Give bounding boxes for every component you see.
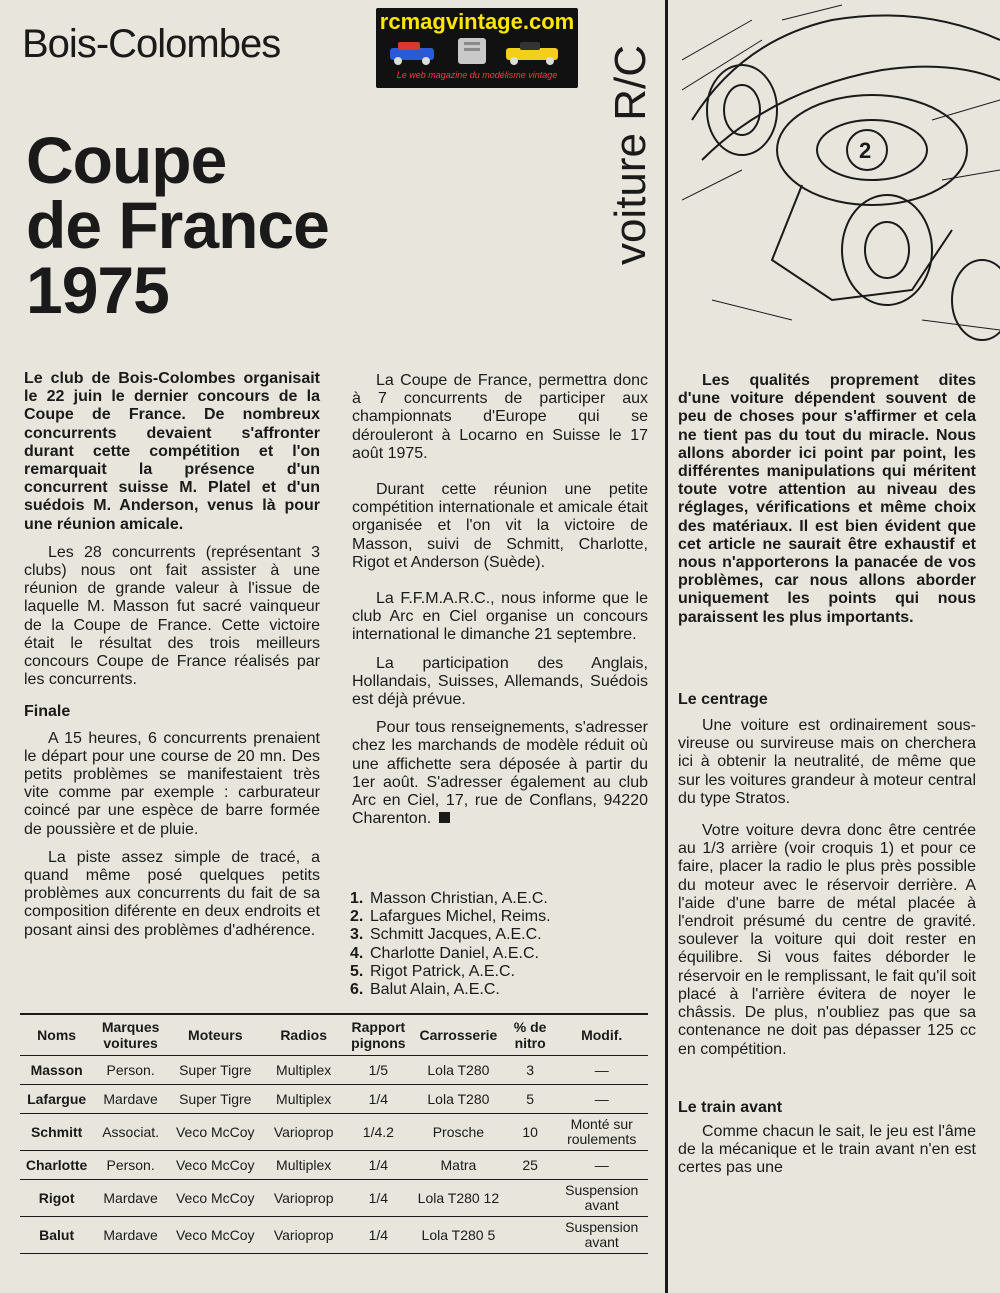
right-paragraph-1: Une voiture est ordinairement sous-vireuse ou survireuse mais on cherchera ici à obtenir la neutralité, de même que sur les voitures grandeur à moteur central du type Stratos.	[678, 717, 976, 807]
right-column	[678, 372, 976, 1188]
column-divider	[665, 0, 668, 1293]
site-logo[interactable]	[376, 8, 578, 88]
middle-column	[352, 372, 648, 838]
right-intro: Les qualités proprement dites d'une voiture dépendent souvent de peu de choses pour s'affirmer et cela ne tient pas du tout du miracle. Nous allons aborder ici point par point, les différentes manipulations qui méritent toute votre attention au niveau des réglages, vérifications et même choix des matériaux. Il est bien évident que cet article ne saurait être exhaustif et nous n'apporterons la panacée de vos problèmes, car nous allons aborder uniquement les points qui nous paraissent les plus importants.	[678, 372, 976, 626]
table-header-row	[20, 1014, 648, 1056]
table-header: Rapport pignons	[351, 1019, 406, 1051]
table-row: Balut Mardave Veco McCoy Varioprop 1/4 Lola T280 5 Suspension avant	[20, 1217, 648, 1254]
left-paragraph-3: La piste assez simple de tracé, a quand même posé quelques petits problèmes aux concurrents du fait de sa composition diférente en deux endroits et posant ainsi des problèmes d'adhérence.	[24, 848, 320, 939]
right-paragraph-2: Votre voiture devra donc être centrée au 1/3 arrière (voir croquis 1) et pour ce faire, placer la radio le plus près possible du moteur avec le réservoir derrière. A l'aide d'une barre de métal placée à l'endroit présumé du centre de gravité. soulever la voiture qui doit rester en équilibre. Si vous faites déborder le réservoir en le remplissant, le fait qu'il soit placé à l'arrière évitera de noyer le châssis. De plus, n'oubliez pas que sa contenance ne doit pas dépasser 125 cc en compétition.	[678, 822, 976, 1058]
middle-paragraph-5	[352, 719, 648, 828]
section-label-text: voiture R/C	[606, 44, 656, 266]
middle-paragraph-2: Durant cette réunion une petite compétition internationale et amicale était organisée et l'on vit la victoire de Masson, suivi de Schmitt, Charlotte, Rigot et Anderson (Suède).	[352, 481, 648, 571]
logo-title: rcmagvintage.com	[379, 9, 575, 34]
table-header: Noms	[37, 1027, 77, 1043]
left-paragraph-2: A 15 heures, 6 concurrents prenaient le départ pour une course de 20 mn. Des petits problèmes se manifestaient très vite comme par exemple : carburateur coincé par une espèce de barre formée de poussière et de pluie.	[24, 729, 320, 838]
result-item: 6. Balut Alain, A.E.C.	[350, 981, 500, 999]
headline-line-2: de France	[26, 188, 329, 262]
logo-cars-icon	[386, 36, 568, 66]
table-row: Charlotte Person. Veco McCoy Multiplex 1/4 Matra 25 —	[20, 1151, 648, 1180]
right-paragraph-3: Comme chacun le sait, le jeu est l'âme de la mécanique et le train avant n'en est certes pas une	[678, 1122, 976, 1177]
headline-line-3: 1975	[26, 253, 169, 327]
finale-heading: Finale	[24, 703, 71, 721]
table-row: Schmitt Associat. Veco McCoy Varioprop 1/4.2 Prosche 10 Monté sur roulements	[20, 1114, 648, 1151]
middle-paragraph-4: La participation des Anglais, Hollandais, Suisses, Allemands, Suédois est déjà prévue.	[352, 654, 648, 709]
kicker-title: Bois-Colombes	[22, 22, 281, 66]
results-table	[20, 1013, 648, 1254]
middle-paragraph-5-text: Pour tous renseignements, s'adresser chez les marchands de modèle réduit où une affichette sera déposée à partir du 1er août. S'adresser également au club Arc en Ciel, 17, rue de Conflans, 94220 Charenton.	[352, 719, 648, 828]
table-header: Marques voitures	[101, 1019, 160, 1051]
race-car-illustration	[682, 0, 1000, 345]
left-intro: Le club de Bois-Colombes organisait le 22 juin le dernier concours de la Coupe de France. De nombreux concurrents devaient s'affronter durant cette compétition et l'on remarquait la présence d'un concurrent suisse M. Platel et d'un suédois M. Anderson, venus là pour une réunion amicale.	[24, 370, 320, 533]
train-avant-heading: Le train avant	[678, 1098, 783, 1116]
result-item: 1. Masson Christian, A.E.C.	[350, 890, 548, 907]
centrage-heading: Le centrage	[678, 690, 768, 708]
result-item: 3. Schmitt Jacques, A.E.C.	[350, 926, 542, 944]
table-header: % de nitro	[513, 1019, 547, 1051]
left-paragraph-1: Les 28 concurrents (représentant 3 clubs) nous ont fait assister à une réunion de grande valeur à l'issue de laquelle M. Masson fut sacré vainqueur de la Coupe de France. Cette victoire était le résultat des trois meilleurs concours Coupe de France réalisés par les concurrents.	[24, 543, 320, 689]
middle-paragraph-3: La F.F.M.A.R.C., nous informe que le club Arc en Ciel organise un concours international le dimanche 21 septembre.	[352, 590, 648, 644]
middle-paragraph-1: La Coupe de France, permettra donc à 7 concurrents de participer aux championnats d'Europe qui se dérouleront à Locarno en Suisse le 17 août 1975.	[352, 372, 648, 462]
table-row: Rigot Mardave Veco McCoy Varioprop 1/4 Lola T280 12 Suspension avant	[20, 1180, 648, 1217]
results-list	[350, 890, 551, 999]
table-row: Lafargue Mardave Super Tigre Multiplex 1/4 Lola T280 5 —	[20, 1085, 648, 1114]
headline-line-1: Coupe	[26, 123, 227, 197]
result-item: 2. Lafargues Michel, Reims.	[350, 908, 551, 926]
table-header: Carrosserie	[419, 1027, 498, 1043]
headline	[26, 123, 329, 327]
table-header: Modif.	[581, 1027, 623, 1043]
table-row: Masson Person. Super Tigre Multiplex 1/5 Lola T280 3 —	[20, 1056, 648, 1085]
logo-tagline: Le web magazine du modélisme vintage	[396, 70, 558, 80]
result-item: 5. Rigot Patrick, A.E.C.	[350, 962, 515, 980]
section-label	[602, 40, 660, 270]
result-item: 4. Charlotte Daniel, A.E.C.	[350, 944, 539, 962]
left-column	[24, 370, 320, 950]
table-header: Radios	[280, 1027, 327, 1043]
end-mark-icon	[439, 812, 450, 823]
table-header: Moteurs	[188, 1027, 243, 1043]
svg-text:2: 2	[859, 138, 872, 163]
